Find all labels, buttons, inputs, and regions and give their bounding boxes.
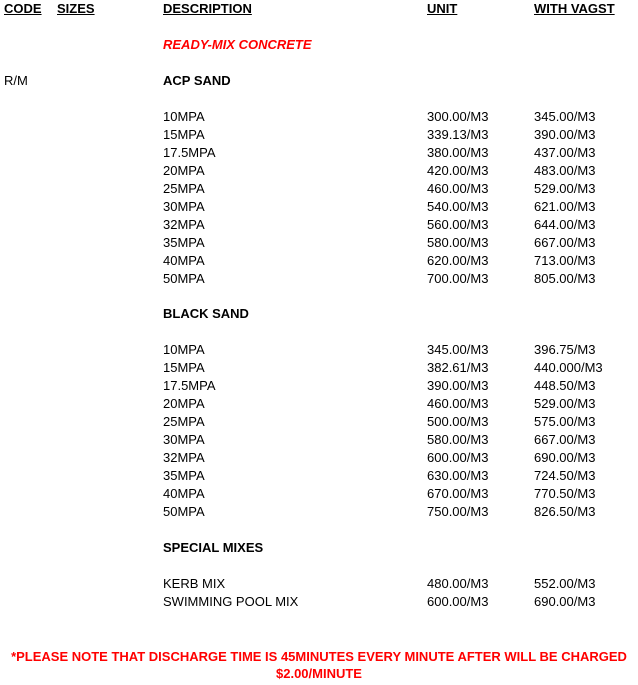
row-unit-price: 620.00/M3 bbox=[427, 253, 489, 268]
row-price-with-vat: 713.00/M3 bbox=[534, 253, 596, 268]
row-price-with-vat: 690.00/M3 bbox=[534, 450, 596, 465]
header-with-vat: WITH VAGST bbox=[534, 1, 615, 16]
row-unit-price: 480.00/M3 bbox=[427, 576, 489, 591]
row-unit-price: 460.00/M3 bbox=[427, 181, 489, 196]
row-description: 30MPA bbox=[163, 432, 205, 447]
row-price-with-vat: 770.50/M3 bbox=[534, 486, 596, 501]
row-unit-price: 380.00/M3 bbox=[427, 145, 489, 160]
row-description: 25MPA bbox=[163, 414, 205, 429]
row-price-with-vat: 575.00/M3 bbox=[534, 414, 596, 429]
section-title: BLACK SAND bbox=[163, 306, 249, 321]
row-price-with-vat: 826.50/M3 bbox=[534, 504, 596, 519]
row-price-with-vat: 529.00/M3 bbox=[534, 181, 596, 196]
section-title: SPECIAL MIXES bbox=[163, 540, 264, 555]
row-description: KERB MIX bbox=[163, 576, 226, 591]
row-unit-price: 560.00/M3 bbox=[427, 217, 489, 232]
row-description: 15MPA bbox=[163, 360, 205, 375]
row-price-with-vat: 345.00/M3 bbox=[534, 109, 596, 124]
row-unit-price: 700.00/M3 bbox=[427, 271, 489, 286]
row-unit-price: 460.00/M3 bbox=[427, 396, 489, 411]
row-description: 50MPA bbox=[163, 271, 205, 286]
row-price-with-vat: 621.00/M3 bbox=[534, 199, 596, 214]
row-description: 15MPA bbox=[163, 127, 205, 142]
row-description: 20MPA bbox=[163, 163, 205, 178]
row-unit-price: 600.00/M3 bbox=[427, 594, 489, 609]
row-unit-price: 600.00/M3 bbox=[427, 450, 489, 465]
category-title: READY-MIX CONCRETE bbox=[163, 37, 312, 52]
row-price-with-vat: 552.00/M3 bbox=[534, 576, 596, 591]
row-unit-price: 345.00/M3 bbox=[427, 342, 489, 357]
row-price-with-vat: 724.50/M3 bbox=[534, 468, 596, 483]
row-unit-price: 390.00/M3 bbox=[427, 378, 489, 393]
row-unit-price: 500.00/M3 bbox=[427, 414, 489, 429]
row-price-with-vat: 667.00/M3 bbox=[534, 235, 596, 250]
row-unit-price: 382.61/M3 bbox=[427, 360, 489, 375]
row-description: 50MPA bbox=[163, 504, 205, 519]
row-unit-price: 540.00/M3 bbox=[427, 199, 489, 214]
row-unit-price: 670.00/M3 bbox=[427, 486, 489, 501]
row-description: 17.5MPA bbox=[163, 378, 216, 393]
row-unit-price: 300.00/M3 bbox=[427, 109, 489, 124]
code-value: R/M bbox=[4, 73, 28, 88]
row-unit-price: 580.00/M3 bbox=[427, 235, 489, 250]
row-unit-price: 420.00/M3 bbox=[427, 163, 489, 178]
row-price-with-vat: 437.00/M3 bbox=[534, 145, 596, 160]
row-price-with-vat: 667.00/M3 bbox=[534, 432, 596, 447]
row-description: 25MPA bbox=[163, 181, 205, 196]
discharge-note-line1: *PLEASE NOTE THAT DISCHARGE TIME IS 45MINUTES EVERY MINUTE AFTER WILL BE CHARGED bbox=[11, 649, 627, 664]
row-price-with-vat: 448.50/M3 bbox=[534, 378, 596, 393]
row-description: 32MPA bbox=[163, 217, 205, 232]
row-description: 10MPA bbox=[163, 342, 205, 357]
row-price-with-vat: 483.00/M3 bbox=[534, 163, 596, 178]
header-code: CODE bbox=[4, 1, 42, 16]
row-price-with-vat: 396.75/M3 bbox=[534, 342, 596, 357]
row-description: 20MPA bbox=[163, 396, 205, 411]
row-price-with-vat: 529.00/M3 bbox=[534, 396, 596, 411]
row-description: 35MPA bbox=[163, 235, 205, 250]
row-description: 32MPA bbox=[163, 450, 205, 465]
row-description: 35MPA bbox=[163, 468, 205, 483]
row-price-with-vat: 440.000/M3 bbox=[534, 360, 603, 375]
row-price-with-vat: 805.00/M3 bbox=[534, 271, 596, 286]
row-unit-price: 580.00/M3 bbox=[427, 432, 489, 447]
row-price-with-vat: 690.00/M3 bbox=[534, 594, 596, 609]
row-description: 10MPA bbox=[163, 109, 205, 124]
row-description: 40MPA bbox=[163, 486, 205, 501]
row-description: 17.5MPA bbox=[163, 145, 216, 160]
row-description: 30MPA bbox=[163, 199, 205, 214]
discharge-note-line2: $2.00/MINUTE bbox=[276, 666, 362, 681]
row-description: 40MPA bbox=[163, 253, 205, 268]
row-unit-price: 630.00/M3 bbox=[427, 468, 489, 483]
header-description: DESCRIPTION bbox=[163, 1, 252, 16]
discharge-note bbox=[0, 648, 638, 682]
header-unit: UNIT bbox=[427, 1, 458, 16]
row-price-with-vat: 390.00/M3 bbox=[534, 127, 596, 142]
row-price-with-vat: 644.00/M3 bbox=[534, 217, 596, 232]
row-description: SWIMMING POOL MIX bbox=[163, 594, 299, 609]
header-sizes: SIZES bbox=[57, 1, 95, 16]
row-unit-price: 750.00/M3 bbox=[427, 504, 489, 519]
row-unit-price: 339.13/M3 bbox=[427, 127, 489, 142]
section-title: ACP SAND bbox=[163, 73, 231, 88]
